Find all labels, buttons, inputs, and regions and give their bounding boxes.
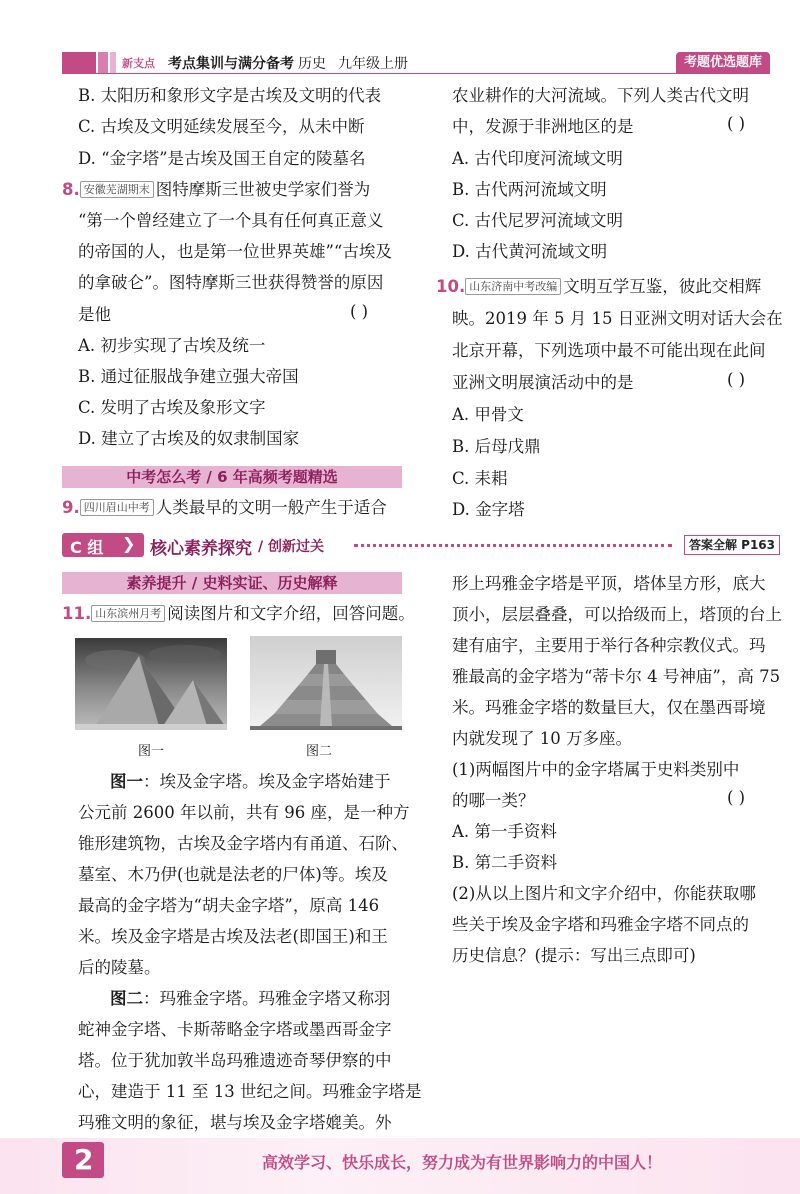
sub2-answer-area[interactable]: [452, 980, 778, 1130]
para1-line2: 公元前 2600 年以前，共有 96 座，是一种方: [78, 803, 410, 822]
q9-stem-line2: 农业耕作的大河流域。下列人类古代文明: [452, 86, 749, 105]
para2-cont-line3: 建有庙宇，主要用于举行各种宗教仪式。玛: [452, 636, 766, 655]
q10-stem-line1: 10. 山东济南中考改编 文明互学互鉴，彼此交相辉: [436, 277, 762, 296]
sub1-answer-blank[interactable]: ( ): [727, 788, 746, 807]
para1-line4: 墓室、木乃伊(也就是法老的尸体)等。埃及: [78, 865, 388, 884]
group-c-title: 核心素养探究: [150, 539, 252, 559]
grade-label: 九年级上册: [338, 56, 408, 72]
para2-line5: 玛雅文明的象征，堪与埃及金字塔媲美。外: [78, 1113, 392, 1132]
para1-label: 图一: [110, 772, 143, 791]
page-number: 2: [74, 1143, 94, 1176]
q8-option-a: A. 初步实现了古埃及统一: [78, 336, 266, 355]
book-title: 考点集训与满分备考: [168, 56, 294, 72]
para2-cont-line6: 内就发现了 10 万多座。: [452, 729, 632, 748]
para2-line3: 塔。位于犹加敦半岛玛雅遗迹奇琴伊察的中: [78, 1051, 392, 1070]
q10-option-c: C. 耒耜: [452, 469, 508, 488]
chevron-right-icon: ❯: [122, 534, 136, 553]
para2-line1: 图二：玛雅金字塔。玛雅金字塔又称羽: [110, 989, 391, 1008]
sub2-line1: (2)从以上图片和文字介绍中，你能获取哪: [452, 884, 756, 903]
para1-line6: 米。埃及金字塔是古埃及法老(即国王)和王: [78, 927, 388, 946]
q9-stem-line1: 9. 四川眉山中考 人类最早的文明一般产生于适合: [62, 498, 387, 517]
q11-number: 11.: [62, 604, 92, 623]
q8-stem-line5: 是他: [78, 305, 111, 324]
suyang-section-bar: 素养提升 / 史料实证、历史解释: [62, 572, 402, 594]
q8-stem-line2: “第一个曾经建立了一个具有任何真正意义: [78, 211, 384, 230]
q8-option-d: D. 建立了古埃及的奴隶制国家: [78, 429, 300, 448]
q8-number: 8.: [62, 180, 80, 199]
q10-source-tag: 山东济南中考改编: [465, 278, 561, 295]
q10-option-d: D. 金字塔: [452, 500, 525, 519]
q8-stem-line1: 8. 安徽芜湖期末 图特摩斯三世被史学家们誉为: [62, 180, 371, 199]
brand-logo: 新支点: [122, 57, 155, 70]
para2-label: 图二: [110, 989, 143, 1008]
q11-source-tag: 山东滨州月考: [91, 605, 165, 622]
para2-cont-line4: 雅最高的金字塔为“蒂卡尔 4 号神庙”，高 75: [452, 667, 781, 686]
sub1-option-b: B. 第二手资料: [452, 853, 558, 872]
para2-line4: 心，建造于 11 至 13 世纪之间。玛雅金字塔是: [78, 1082, 422, 1101]
q9-answer-blank[interactable]: ( ): [727, 114, 746, 133]
para2-cont-line2: 顶小，层层叠叠，可以拾级而上，塔顶的台上: [452, 605, 782, 624]
q9-option-b: B. 古代两河流域文明: [452, 180, 607, 199]
q10-stem-line3: 北京开幕，下列选项中最不可能出现在此间: [452, 341, 766, 360]
q8-stem-line3: 的帝国的人，也是第一位世界英雄”“古埃及: [78, 242, 392, 261]
egypt-pyramid-photo: [75, 638, 227, 730]
q10-option-a: A. 甲骨文: [452, 405, 524, 424]
header-badge: 考题优选题库: [676, 52, 770, 73]
para2-cont-line1: 形上玛雅金字塔是平顶，塔体呈方形，底大: [452, 574, 766, 593]
q9-option-a: A. 古代印度河流域文明: [452, 149, 623, 168]
subject-label: 历史: [298, 56, 326, 72]
q7-option-b: B. 太阳历和象形文字是古埃及文明的代表: [78, 86, 382, 105]
para1-line1: 图一：埃及金字塔。埃及金字塔始建于: [110, 772, 391, 791]
q8-stem-line4: 的拿破仑”。图特摩斯三世获得赞誉的原因: [78, 273, 384, 292]
footer-slogan: 高效学习、快乐成长，努力成为有世界影响力的中国人！: [262, 1153, 663, 1172]
group-c-divider: [354, 544, 672, 547]
q8-answer-blank[interactable]: ( ): [350, 302, 369, 321]
zhongkao-section-bar: 中考怎么考 / 6 年高频考题精选: [62, 466, 402, 488]
q7-option-d: D. “金字塔”是古埃及国王自定的陵墓名: [78, 149, 366, 168]
sub1-line1: (1)两幅图片中的金字塔属于史料类别中: [452, 760, 740, 779]
q10-answer-blank[interactable]: ( ): [727, 370, 746, 389]
q9-source-tag: 四川眉山中考: [80, 499, 154, 516]
sub1-option-a: A. 第一手资料: [452, 822, 557, 841]
group-c-label: C 组: [70, 538, 104, 557]
figure2-caption: 图二: [306, 744, 333, 759]
q9-stem-line3: 中，发源于非洲地区的是: [452, 117, 634, 136]
q11-stem-line1: 11. 山东滨州月考 阅读图片和文字介绍，回答问题。: [62, 604, 415, 623]
q8-option-b: B. 通过征服战争建立强大帝国: [78, 367, 299, 386]
group-c-header: [62, 533, 780, 557]
q10-option-b: B. 后母戊鼎: [452, 437, 541, 456]
q10-stem-line4: 亚洲文明展演活动中的是: [452, 373, 634, 392]
q10-stem-line2: 映。2019 年 5 月 15 日亚洲文明对话大会在: [452, 309, 783, 328]
para1-line5: 最高的金字塔为“胡夫金字塔”，原高 146: [78, 896, 380, 915]
q8-option-c: C. 发明了古埃及象形文字: [78, 398, 266, 417]
para2-line2: 蛇神金字塔、卡斯蒂略金字塔或墨西哥金字: [78, 1020, 392, 1039]
q9-option-c: C. 古代尼罗河流域文明: [452, 211, 624, 230]
para1-line7: 后的陵墓。: [78, 958, 161, 977]
q9-number: 9.: [62, 498, 80, 517]
group-c-subtitle: / 创新过关: [258, 539, 324, 555]
sub2-line3: 历史信息？(提示：写出三点即可): [452, 946, 696, 965]
sub1-line2: 的哪一类？: [452, 791, 535, 810]
figure1-caption: 图一: [138, 744, 165, 759]
header-bar: [62, 52, 770, 74]
maya-illustration: [250, 636, 402, 730]
q7-option-c: C. 古埃及文明延续发展至今，从未中断: [78, 117, 365, 136]
sub2-line2: 些关于埃及金字塔和玛雅金字塔不同点的: [452, 915, 749, 934]
footer-bar: [0, 1138, 800, 1194]
q9-option-d: D. 古代黄河流域文明: [452, 242, 608, 261]
pyramid-illustration: [75, 638, 227, 730]
q10-number: 10.: [436, 277, 466, 296]
para2-cont-line5: 米。玛雅金字塔的数量巨大，仅在墨西哥境: [452, 698, 766, 717]
answer-reference[interactable]: 答案全解 P163: [684, 535, 780, 555]
para1-line3: 锥形建筑物，古埃及金字塔内有甬道、石阶、: [78, 834, 408, 853]
q8-source-tag: 安徽芜湖期末: [80, 181, 154, 198]
maya-pyramid-photo: [250, 636, 402, 730]
